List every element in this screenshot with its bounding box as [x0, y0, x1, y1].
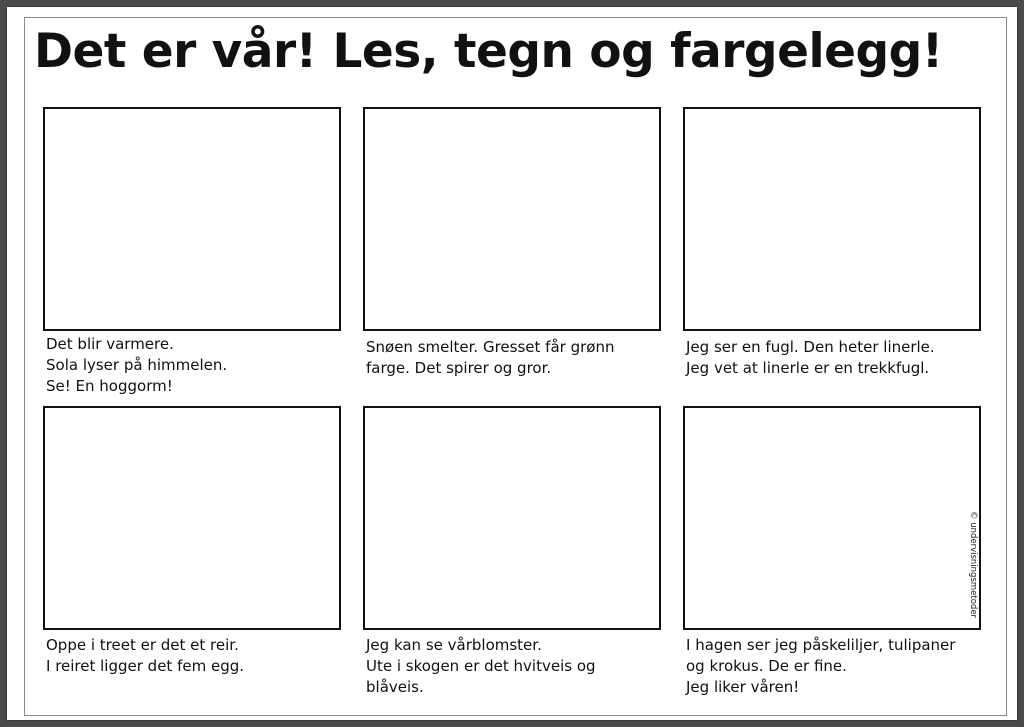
- drawing-box-3[interactable]: [683, 107, 981, 331]
- drawing-box-4[interactable]: [43, 406, 341, 630]
- caption-line: Oppe i treet er det et reir.: [46, 636, 239, 654]
- caption-line: Sola lyser på himmelen.: [46, 356, 228, 374]
- caption-3: [686, 337, 986, 379]
- drawing-box-1[interactable]: [43, 107, 341, 331]
- page-title: Det er vår! Les, tegn og fargelegg!: [34, 24, 943, 79]
- drawing-box-6[interactable]: [683, 406, 981, 630]
- caption-line: Snøen smelter. Gresset får grønn: [366, 338, 615, 356]
- caption-line: farge. Det spirer og gror.: [366, 359, 552, 377]
- caption-4: [46, 635, 346, 677]
- drawing-box-5[interactable]: [363, 406, 661, 630]
- caption-line: og krokus. De er fine.: [686, 657, 847, 675]
- caption-1: [46, 334, 346, 397]
- caption-line: Jeg ser en fugl. Den heter linerle.: [686, 338, 935, 356]
- caption-6: [686, 635, 986, 698]
- caption-line: Jeg liker våren!: [686, 678, 800, 696]
- caption-line: Det blir varmere.: [46, 335, 174, 353]
- caption-line: Se! En hoggorm!: [46, 377, 173, 395]
- drawing-box-2[interactable]: [363, 107, 661, 331]
- caption-line: Jeg vet at linerle er en trekkfugl.: [686, 359, 930, 377]
- caption-5: [366, 635, 666, 698]
- copyright-notice: © undervisningsmetoder: [968, 511, 978, 619]
- caption-line: I reiret ligger det fem egg.: [46, 657, 245, 675]
- caption-line: Ute i skogen er det hvitveis og: [366, 657, 596, 675]
- caption-line: Jeg kan se vårblomster.: [366, 636, 542, 654]
- caption-2: [366, 337, 666, 379]
- caption-line: blåveis.: [366, 678, 424, 696]
- caption-line: I hagen ser jeg påskeliljer, tulipaner: [686, 636, 956, 654]
